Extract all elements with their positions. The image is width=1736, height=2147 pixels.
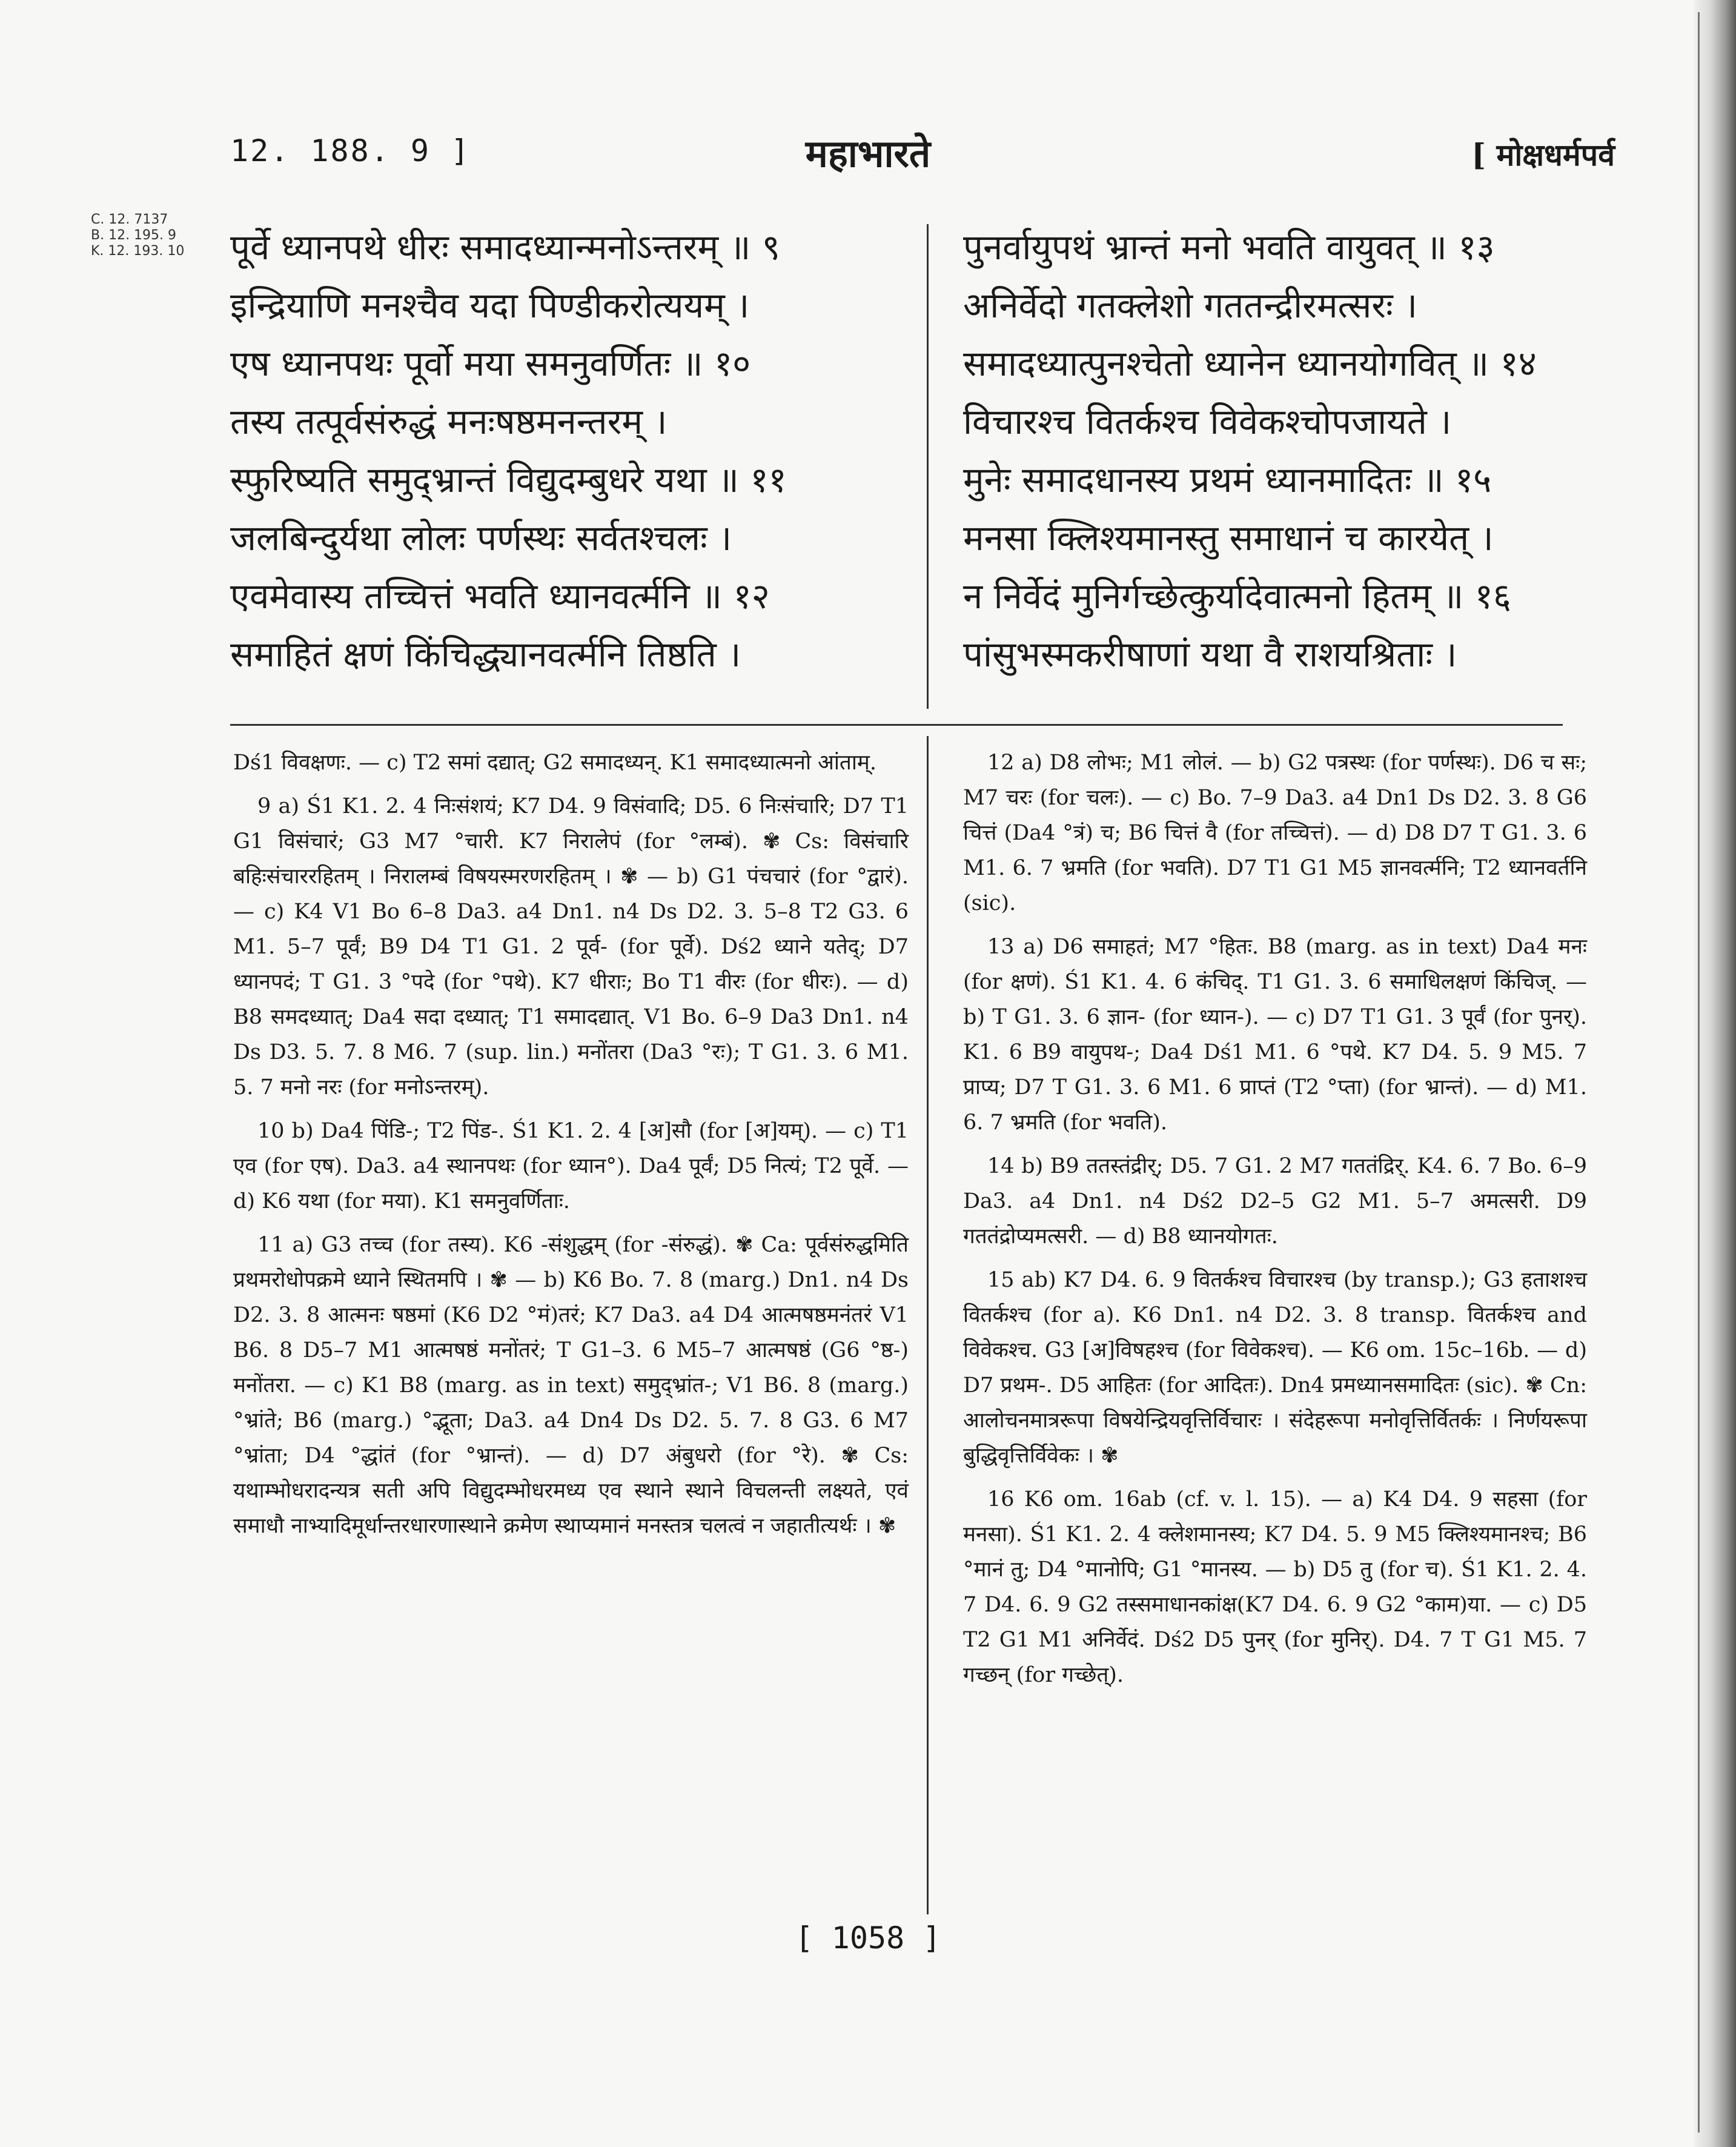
book-binding-edge [1694,0,1736,2147]
note-paragraph: 14 b) B9 ततस्तंद्रीर्; D5. 7 G1. 2 M7 गततंद्रिर्. K4. 6. 7 Bo. 6–9 Da3. a4 Dn1. n4 Dś2 D2–5 G2 M1. 5–7 अमत्सरी. D9 गततंद्रोप्यमत्सरी. — d) B8 ध्यानयोगतः. [963,1154,1587,1249]
verse-notes-separator [230,724,1563,726]
verse-line: पूर्वे ध्यानपथे धीरः समादध्यान्मनोऽन्तरम् ॥ ९ [230,227,781,268]
note-paragraph: 9 a) Ś1 K1. 2. 4 निःसंशयं; K7 D4. 9 विसंवादि; D5. 6 निःसंचारि; D7 T1 G1 विसंचारं; G3 M7 °चारी. K7 निरालेपं (for °लम्बं). ✾ Cs: विसंचारि बहिःसंचाररहितम् । निरालम्बं विषयस्मरणरहितम् । ✾ — b) G1 पंचचारं (for °द्वारं). — c) K4 V1 Bo 6–8 Da3. a4 Dn1. n4 Ds D2. 3. 5–8 T2 G3. 6 M1. 5–7 पूर्वं; B9 D4 T1 G1. 2 पूर्व- (for पूर्वे). Dś2 ध्याने यतेद्; D7 ध्यानपदं; T G1. 3 °पदे (for °पथे). K7 धीराः; Bo T1 वीरः (for धीरः). — d) B8 समदध्यात्; Da4 सदा दध्यात्; T1 समादद्यात्. V1 Bo. 6–9 Da3 Dn1. n4 Ds D3. 5. 7. 8 M6. 7 (sup. lin.) मनोंतरा (Da3 °रः); T G1. 3. 6 M1. 5. 7 मनो नरः (for मनोऽन्तरम्). [233,794,909,1100]
concordance-line: K. 12. 193. 10 [91,244,185,259]
page-title: महाभारते [805,131,931,176]
verse-line: इन्द्रियाणि मनश्चैव यदा पिण्डीकरोत्ययम् । [230,285,750,326]
page-number: [ 1058 ] [795,1920,941,1956]
concordance-references [91,212,184,259]
verse-line: समादध्यात्पुनश्चेतो ध्यानेन ध्यानयोगवित् ॥ १४ [963,343,1537,384]
verse-line: जलबिन्दुर्यथा लोलः पर्णस्थः सर्वतश्चलः । [230,517,732,559]
verse-line: स्फुरिष्यति समुद्भ्रान्तं विद्युदम्बुधरे यथा ॥ ११ [230,459,787,500]
verse-line: न निर्वेदं मुनिर्गच्छेत्कुर्यादेवात्मनो हितम् ॥ १६ [963,576,1511,617]
binding-fold-line [1698,12,1700,2132]
verse-line: पुनर्वायुपथं भ्रान्तं मनो भवति वायुवत् ॥ १३ [963,227,1495,268]
section-title: [ मोक्षधर्मपर्व [1471,137,1615,173]
note-paragraph: Dś1 विवक्षणः. — c) T2 समां दद्यात्; G2 समादध्यन्. K1 समादध्यात्मनो आंताम्. [233,751,876,775]
note-paragraph: 16 K6 om. 16ab (cf. v. l. 15). — a) K4 D4. 9 सहसा (for मनसा). Ś1 K1. 2. 4 क्लेशमानस्य; K7 D4. 5. 9 M5 क्लिश्यमानश्च; B6 °मानं तु; D4 °मानोपि; G1 °मानस्य. — b) D5 तु (for च). Ś1 K1. 2. 4. 7 D4. 6. 9 G2 तस्समाधानकांक्ष(K7 D4. 6. 9 G2 °काम)या. — c) D5 T2 G1 M1 अनिर्वेदं. Dś2 D5 पुनर् (for मुनिर्). D4. 7 T G1 M5. 7 गच्छन् (for गच्छेत्). [963,1487,1587,1687]
verse-column-right [963,218,1537,683]
verse-line: एवमेवास्य तच्चित्तं भवति ध्यानवर्त्मनि ॥ १२ [230,576,770,617]
critical-notes-right [963,745,1587,1701]
note-paragraph: 12 a) D8 लोभः; M1 लोलं. — b) G2 पत्रस्थः (for पर्णस्थः). D6 च सः; M7 चरः (for चलः). — c) Bo. 7–9 Da3. a4 Dn1 Ds D2. 3. 8 G6 चित्तं (Da4 °त्रं) च; B6 चित्तं वै (for तच्चित्तं). — d) D8 D7 T G1. 3. 6 M1. 6. 7 भ्रमति (for भवति). D7 T1 G1 M5 ज्ञानवर्त्मनि; T2 ध्यानवर्तनि (sic). [963,751,1587,915]
verse-line: मुनेः समादधानस्य प्रथमं ध्यानमादितः ॥ १५ [963,459,1492,500]
concordance-line: B. 12. 195. 9 [91,228,177,243]
verse-line: मनसा क्लिश्यमानस्तु समाधानं च कारयेत् । [963,517,1494,559]
note-paragraph: 11 a) G3 तच्च (for तस्य). K6 -संशुद्धम् (for -संरुद्धं). ✾ Ca: पूर्वसंरुद्धमिति प्रथमरोधोपक्रमे ध्याने स्थितमपि । ✾ — b) K6 Bo. 7. 8 (marg.) Dn1. n4 Ds D2. 3. 8 आत्मनः षष्ठमां (K6 D2 °मं)तरं; K7 Da3. a4 D4 आत्मषष्ठमनंतरं V1 B6. 8 D5–7 M1 आत्मषष्ठं मनोंतरं; T G1–3. 6 M5–7 आत्मषष्ठं (G6 °ष्ठ-) मनोंतरा. — c) K1 B8 (marg. as in text) समुद्भ्रांत-; V1 B6. 8 (marg.) °भ्रांते; B6 (marg.) °द्भूता; Da3. a4 Dn4 Ds D2. 5. 7. 8 G3. 6 M7 °भ्रांता; D4 °द्धांतं (for °भ्रान्तं). — d) D7 अंबुधरो (for °रे). ✾ Cs: यथाम्भोधरादन्यत्र सती अपि विद्युदम्भोधरमध्य एव स्थाने स्थाने विचलन्ती लक्ष्यते, एवं समाधौ नाभ्यादिमूर्धान्तरधारणास्थाने क्रमेण स्थाप्यमानं मनस्तत्र चलत्वं न जहातीत्यर्थः । ✾ [233,1233,909,1538]
verse-line: तस्य तत्पूर्वसंरुद्धं मनःषष्ठमनन्तरम् । [230,401,668,442]
note-paragraph: 15 ab) K7 D4. 6. 9 वितर्कश्च विचारश्च (by transp.); G3 हताशश्च वितर्कश्च (for a). K6 Dn1. n4 D2. 3. 8 transp. वितर्कश्च and विवेकश्च. G3 [अ]विषहश्च (for विवेकश्च). — K6 om. 15c–16b. — d) D7 प्रथम-. D5 आहितः (for आदितः). Dn4 प्रमध्यानसमादितः (sic). ✾ Cn: आलोचनमात्ररूपा विषयेन्द्रियवृत्तिर्विचारः । संदेहरूपा मनोवृत्तिर्वितर्कः । निर्णयरूपा बुद्धिवृत्तिर्विवेकः । ✾ [963,1268,1587,1468]
note-paragraph: 10 b) Da4 पिंडि-; T2 पिंड-. Ś1 K1. 2. 4 [अ]सौ (for [अ]यम्). — c) T1 एव (for एष). Da3. a4 स्थानपथः (for ध्यान°). Da4 पूर्वं; D5 नित्यं; T2 पूर्वे. — d) K6 यथा (for मया). K1 समनुवर्णिताः. [233,1119,909,1213]
verse-line: पांसुभस्मकरीषाणां यथा वै राशयश्रिताः । [963,634,1457,675]
notes-column-divider [927,736,929,1914]
critical-notes-left [233,745,909,1552]
verse-column-left [230,218,787,683]
verse-line: विचारश्च वितर्कश्च विवेकश्चोपजायते । [963,401,1452,442]
page-reference: 12. 188. 9 ] [230,133,471,168]
verse-line: एष ध्यानपथः पूर्वो मया समनुवर्णितः ॥ १० [230,343,751,384]
verse-line: अनिर्वेदो गतक्लेशो गततन्द्रीरमत्सरः । [963,285,1418,326]
verse-column-divider [927,224,929,709]
verse-line: समाहितं क्षणं किंचिद्ध्यानवर्त्मनि तिष्ठति । [230,634,741,675]
concordance-line: C. 12. 7137 [91,212,168,227]
note-paragraph: 13 a) D6 समाहतं; M7 °हितः. B8 (marg. as in text) Da4 मनः (for क्षणं). Ś1 K1. 4. 6 कंचिद्. T1 G1. 3. 6 समाधिलक्षणं किंचिज्. — b) T G1. 3. 6 ज्ञान- (for ध्यान-). — c) D7 T1 G1. 3 पूर्वं (for पुनर्). K1. 6 B9 वायुपथ-; Da4 Dś1 M1. 6 °पथे. K7 D4. 5. 9 M5. 7 प्राप्य; D7 T G1. 3. 6 M1. 6 प्राप्तं (T2 °प्ता) (for भ्रान्तं). — d) M1. 6. 7 भ्रमति (for भवति). [963,935,1587,1135]
